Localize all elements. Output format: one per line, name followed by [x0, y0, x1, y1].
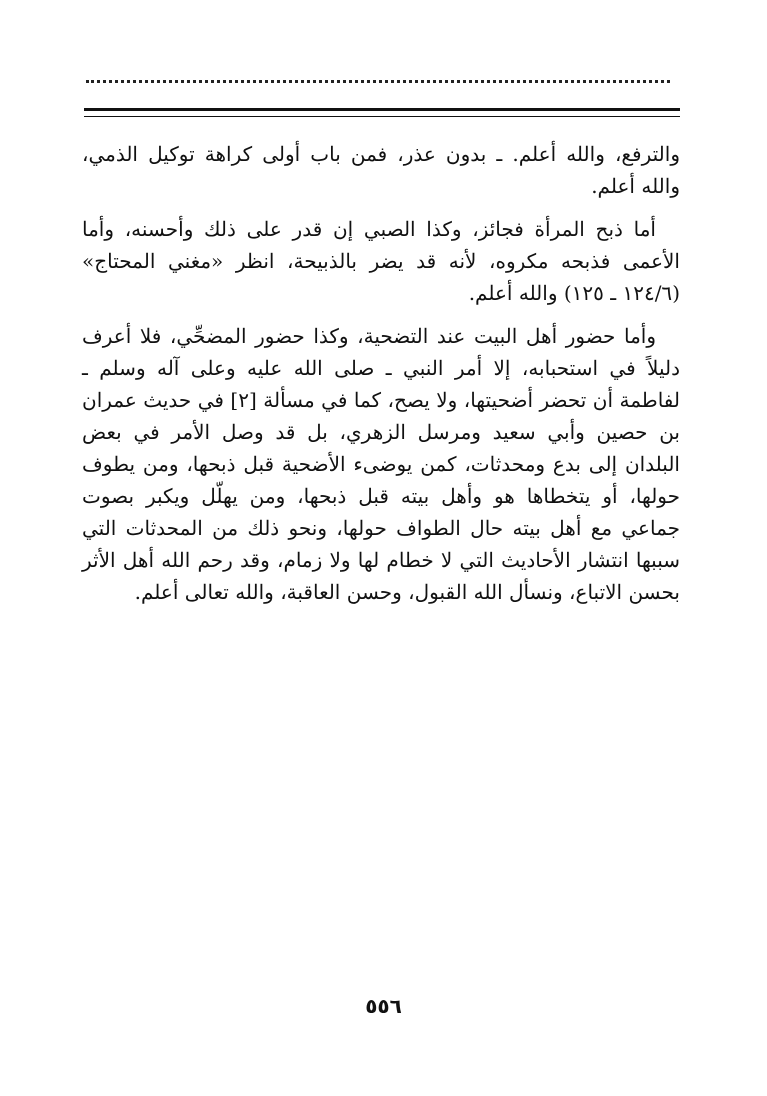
paragraph-continuation: والترفع، والله أعلم. ـ بدون عذر، فمن باب أولى كراهة توكيل الذمي، والله أعلم. — [82, 142, 680, 198]
paragraph-slaughter-woman: أما ذبح المرأة فجائز، وكذا الصبي إن قدر على ذلك وأحسنه، وأما الأعمى فذبحه مكروه، لأنه قد يضر بالذبيحة، انظر «مغني المحتاج» (١٢٤/٦ ـ ١٢٥) والله أعلم. — [82, 217, 680, 305]
header-thin-rule — [84, 116, 680, 117]
header-dotted-rule — [86, 80, 670, 83]
page-number: ٥٥٦ — [365, 994, 402, 1018]
header-thick-rule — [84, 108, 680, 111]
page-body — [82, 138, 680, 619]
paragraph-family-attendance: وأما حضور أهل البيت عند التضحية، وكذا حضور المضحِّي، فلا أعرف دليلاً في استحبابه، إلا أمر النبي ـ صلى الله عليه وعلى آله وسلم ـ لفاطمة أن تحضر أضحيتها، ولا يصح، كما في مسألة [٢] في حديث عمران بن حصين وأبي سعيد ومرسل الزهري، بل قد وصل الأمر في بعض البلدان إلى بدع ومحدثات، كمن يوضىء الأضحية قبل ذبحها، ومن يطوف حولها، أو يتخطاها هو وأهل بيته قبل ذبحها، ومن يهلّل ويكبر بصوت جماعي مع أهل بيته حال الطواف حولها، ونحو ذلك من المحدثات التي سببها انتشار الأحاديث التي لا خطام لها ولا زمام، وقد رحم الله أهل الأثر بحسن الاتباع، ونسأل الله القبول، وحسن العاقبة، والله تعالى أعلم. — [82, 324, 681, 604]
